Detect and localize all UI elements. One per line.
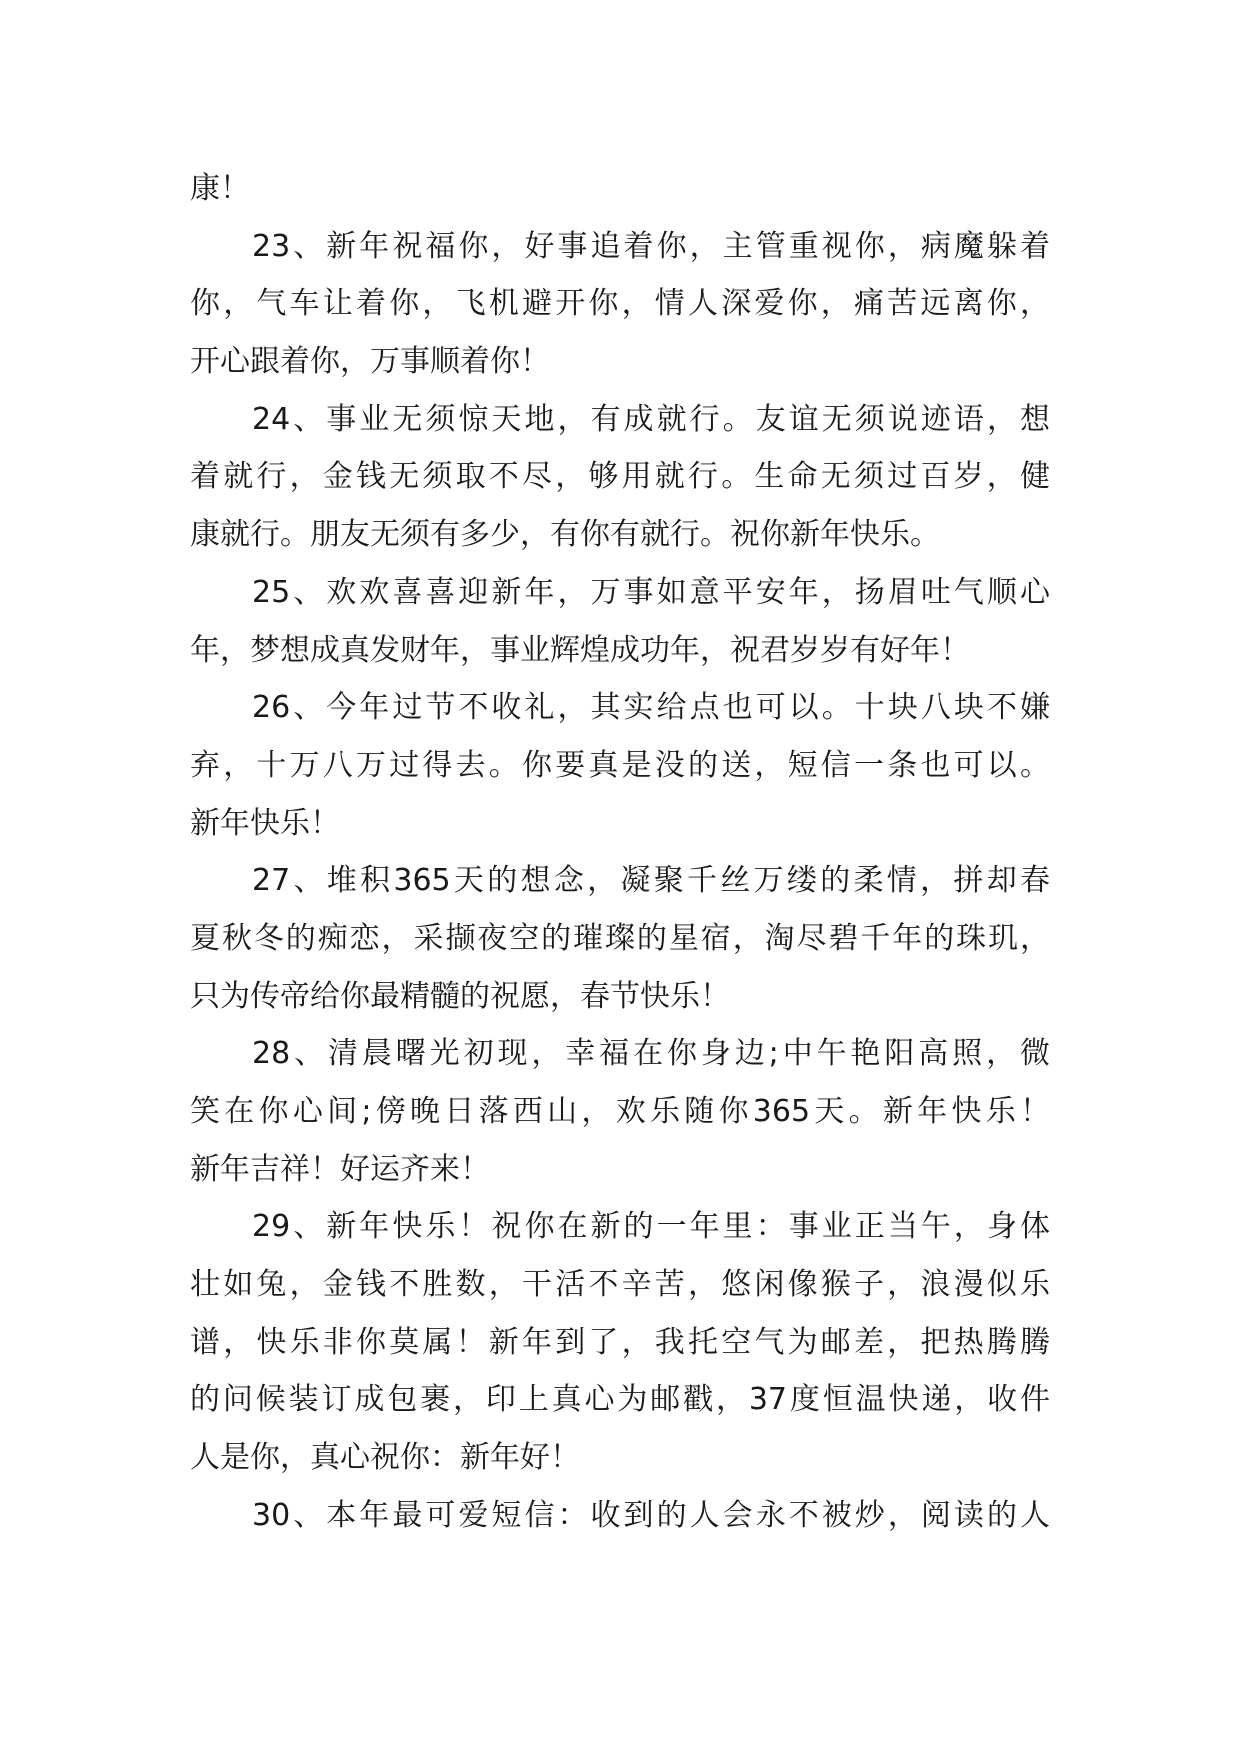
paragraph-line: 你，气车让着你，飞机避开你，情人深爱你，痛苦远离你， xyxy=(190,286,1050,322)
paragraph-line: 康就行。朋友无须有多少，有你有就行。祝你新年快乐。 xyxy=(190,517,940,553)
paragraph-first-line: 24、事业无须惊天地，有成就行。友谊无须说迹语，想 xyxy=(252,401,1050,437)
paragraph-line: 年，梦想成真发财年，事业辉煌成功年，祝君岁岁有好年！ xyxy=(190,632,970,668)
paragraph-line: 弃，十万八万过得去。你要真是没的送，短信一条也可以。 xyxy=(190,747,1050,783)
paragraph-line: 新年快乐！ xyxy=(190,805,340,841)
document-body xyxy=(190,160,1050,1545)
paragraph-first-line: 26、今年过节不收礼，其实给点也可以。十块八块不嫌 xyxy=(252,690,1050,726)
paragraph-first-line: 27、堆积365天的想念，凝聚千丝万缕的柔情，拼却春 xyxy=(252,863,1050,899)
paragraph-line: 只为传帝给你最精髓的祝愿，春节快乐！ xyxy=(190,978,730,1014)
paragraph-line: 康！ xyxy=(190,171,250,206)
paragraph-first-line: 28、清晨曙光初现，幸福在你身边;中午艳阳高照，微 xyxy=(252,1036,1050,1072)
paragraph-line: 开心跟着你，万事顺着你！ xyxy=(190,344,550,380)
paragraph-line: 着就行，金钱无须取不尽，够用就行。生命无须过百岁，健 xyxy=(190,459,1050,495)
paragraph-first-line: 30、本年最可爱短信：收到的人会永不被炒，阅读的人 xyxy=(252,1497,1050,1533)
paragraph-first-line: 29、新年快乐！祝你在新的一年里：事业正当午，身体 xyxy=(252,1209,1050,1245)
paragraph-line: 笑在你心间;傍晚日落西山，欢乐随你365天。新年快乐！ xyxy=(190,1094,1050,1129)
paragraph-first-line: 25、欢欢喜喜迎新年，万事如意平安年，扬眉吐气顺心 xyxy=(252,574,1050,610)
paragraph-line: 壮如兔，金钱不胜数，干活不辛苦，悠闲像猴子，浪漫似乐 xyxy=(190,1267,1050,1303)
paragraph-line: 的问候装订成包裹，印上真心为邮戳，37度恒温快递，收件 xyxy=(190,1382,1050,1418)
paragraph-line: 新年吉祥！好运齐来！ xyxy=(190,1151,490,1187)
paragraph-first-line: 23、新年祝福你，好事追着你，主管重视你，病魔躲着 xyxy=(252,228,1050,264)
paragraph-line: 人是你，真心祝你：新年好！ xyxy=(190,1440,580,1476)
paragraph-line: 夏秋冬的痴恋，采撷夜空的璀璨的星宿，淘尽碧千年的珠玑， xyxy=(190,920,1050,956)
paragraph-line: 谱，快乐非你莫属！新年到了，我托空气为邮差，把热腾腾 xyxy=(190,1324,1050,1360)
